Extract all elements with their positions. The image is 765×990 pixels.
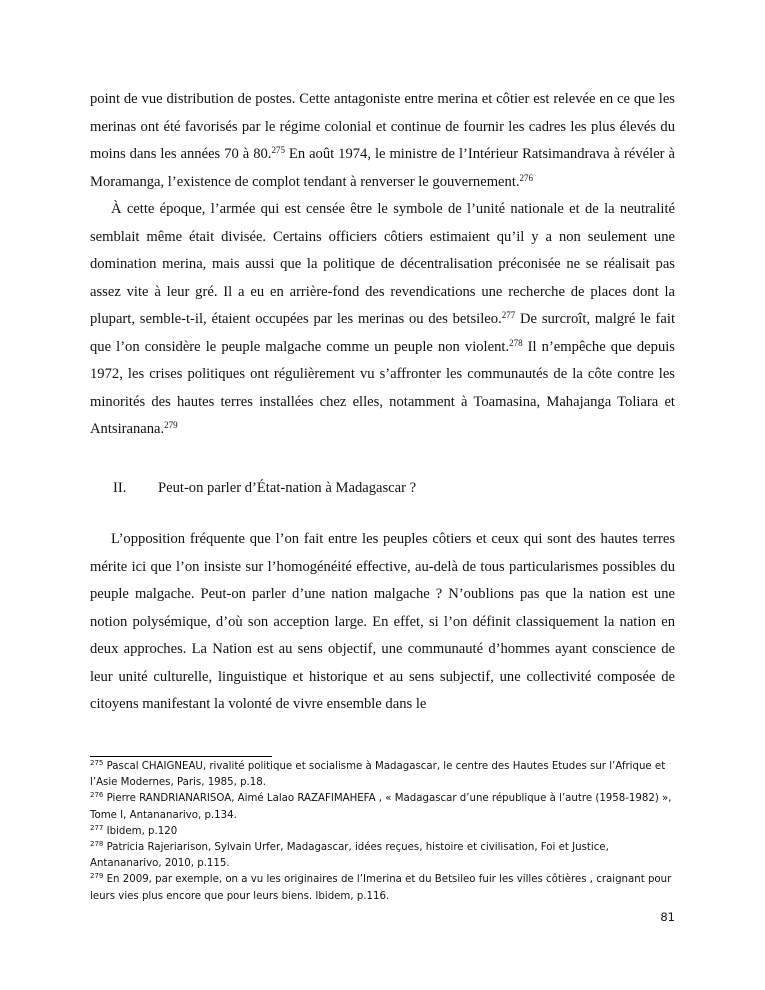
paragraph-text: point de vue distribution de postes. Cette antagoniste entre merina et côtier est relevée en ce que les merinas ont été favorisés par le régime colonial et continue de fournir les cadres les plus élevés du moins dans les années 70 à 80. [90,91,675,162]
footnote-number: 276 [90,791,104,800]
footnote-number: 277 [90,823,104,832]
footnotes [90,759,675,905]
paragraph-3: L’opposition fréquente que l’on fait entre les peuples côtiers et ceux qui sont des hautes terres mérite ici que l’on insiste sur l’homogénéité effective, au-delà de tous particularismes possibles du peuple malgache. Peut-on parler d’une nation malgache ? N’oublions pas que la nation est une notion polysémique, d’où son acception large. En effet, si l’on définit classiquement la nation en deux approches. La Nation est au sens objectif, une communauté d’hommes ayant conscience de leur unité culturelle, linguistique et historique et au sens subjectif, une collectivité composée de citoyens manifestant la volonté de vivre ensemble dans le [90,531,675,712]
footnote-number: 279 [90,872,104,881]
paragraph-text: Il n’empêche que depuis 1972, les crises politiques ont régulièrement vu s’affronter les communautés de la côte contre les minorités des hautes terres installées chez elles, notamment à Toamasina, Mahajanga Toliara et Antsiranana. [90,338,675,437]
footnote-number: 275 [90,759,104,767]
body-text [90,86,675,444]
footnote-text: Pascal CHAIGNEAU, rivalité politique et socialisme à Madagascar, le centre des Hautes Etudes sur l’Afrique et l’Asie Modernes, Paris, 1985, p.18. [90,761,666,789]
footnote-number: 278 [90,840,104,849]
footnote-276 [90,791,675,823]
section-heading [113,476,416,500]
paragraph-text: À cette époque, l’armée qui est censée être le symbole de l’unité nationale et de la neutralité semblait même était divisée. Certains officiers côtiers estimaient qu’il y a non seulement une domination merina, mais aussi que la politique de décentralisation préconisée ne se réalisait pas assez vite à leur gré. Il a eu en arrière-fond des revendications une recherche de places dont la plupart, semble-t-il, étaient occupées par les merinas ou des betsileo. [90,201,675,327]
footnote-ref-277[interactable]: 277 [501,310,516,320]
page-number: 81 [660,910,675,924]
section-title: Peut-on parler d’État-nation à Madagascar ? [158,480,417,496]
footnote-ref-279[interactable]: 279 [164,420,178,430]
section-number: II. [113,480,127,496]
paragraph-text: En août 1974, le ministre de l’Intérieur Ratsimandrava à révéler à Moramanga, l’existence de complot tendant à renverser le gouvernement. [90,146,675,190]
footnote-text: En 2009, par exemple, on a vu les originaires de l’Imerina et du Betsileo fuir les villes côtières , craignant pour leurs vies plus encore que pour leurs biens. Ibidem, p.116. [90,874,672,902]
footnote-text: Patricia Rajeriarison, Sylvain Urfer, Madagascar, idées reçues, histoire et civilisation, Foi et Justice, Antananarivo, 2010, p.115. [90,842,609,870]
paragraph-text: De surcroît, malgré le fait que l’on considère le peuple malgache comme un peuple non violent. [90,311,675,355]
footnote-separator [90,756,272,757]
footnote-277 [90,824,675,840]
footnote-278 [90,840,675,872]
paragraph-1 [90,86,675,196]
footnote-ref-276[interactable]: 276 [519,172,534,183]
footnote-279 [90,872,675,904]
footnote-ref-278[interactable]: 278 [509,337,523,348]
footnote-ref-275[interactable]: 275 [271,145,285,155]
footnote-text: Ibidem, p.120 [103,825,178,837]
footnote-275 [90,759,675,791]
paragraph-2 [90,196,675,444]
footnote-text: Pierre RANDRIANARISOA, Aimé Lalao RAZAFIMAHEFA , « Madagascar d’une république à l’autre (1958-1982) », Tome I, Antananarivo, p.134. [90,793,672,821]
